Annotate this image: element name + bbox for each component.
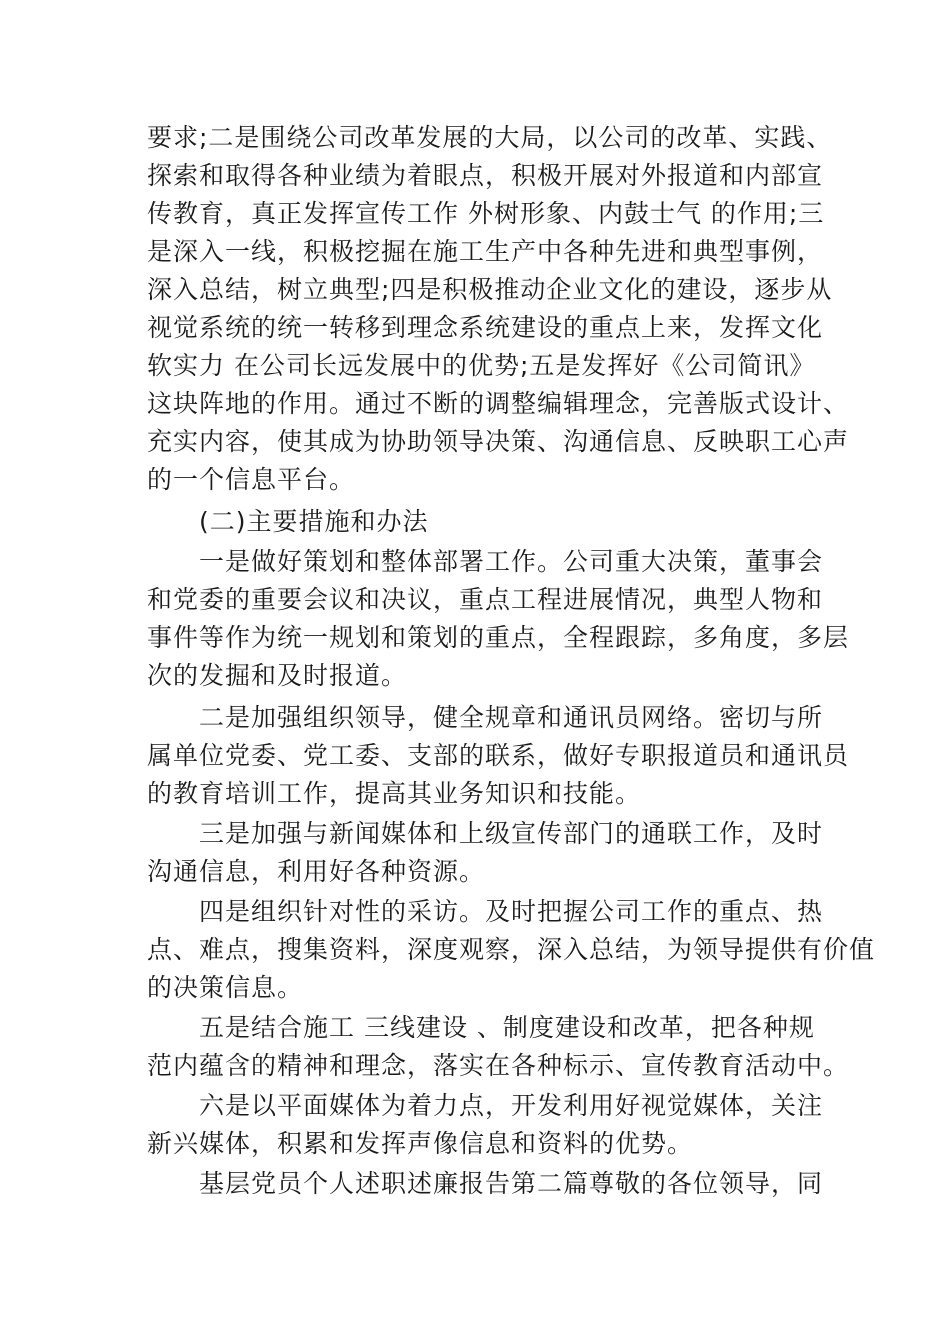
body-text-line: 软实力 在公司长远发展中的优势;五是发挥好《公司简讯》 xyxy=(147,351,816,380)
body-text-line: 探索和取得各种业绩为着眼点，积极开展对外报道和内部宣 xyxy=(147,161,824,190)
body-text-line: 的决策信息。 xyxy=(147,973,304,1002)
body-text-line: 沟通信息，利用好各种资源。 xyxy=(147,857,486,886)
body-text-line: 五是结合施工 三线建设 、制度建设和改革，把各种规 xyxy=(199,1013,815,1042)
body-text-line: 三是加强与新闻媒体和上级宣传部门的通联工作，及时 xyxy=(199,819,824,848)
body-text-line: 是深入一线，积极挖掘在施工生产中各种先进和典型事例， xyxy=(147,237,824,266)
body-text-line: 一是做好策划和整体部署工作。公司重大决策，董事会 xyxy=(199,547,824,576)
body-text-line: 传教育，真正发挥宣传工作 外树形象、内鼓士气 的作用;三 xyxy=(147,199,825,228)
body-text-line: 视觉系统的统一转移到理念系统建设的重点上来，发挥文化 xyxy=(147,313,824,342)
body-text-line: 深入总结，树立典型;四是积极推动企业文化的建设，逐步从 xyxy=(147,275,833,304)
body-text-line: 基层党员个人述职述廉报告第二篇尊敬的各位领导，同 xyxy=(199,1169,824,1198)
body-text-line: 点、难点，搜集资料，深度观察，深入总结，为领导提供有价值 xyxy=(147,935,876,964)
body-text-line: 范内蕴含的精神和理念，落实在各种标示、宣传教育活动中。 xyxy=(147,1051,850,1080)
body-text-line: 的教育培训工作，提高其业务知识和技能。 xyxy=(147,779,642,808)
body-text-line: 属单位党委、党工委、支部的联系，做好专职报道员和通讯员 xyxy=(147,741,850,770)
body-text-line: 充实内容，使其成为协助领导决策、沟通信息、反映职工心声 xyxy=(147,427,850,456)
body-text-line: 次的发掘和及时报道。 xyxy=(147,661,408,690)
section-heading: (二)主要措施和办法 xyxy=(199,507,429,536)
body-text-line: 二是加强组织领导，健全规章和通讯员网络。密切与所 xyxy=(199,703,824,732)
body-text-line: 这块阵地的作用。通过不断的调整编辑理念，完善版式设计、 xyxy=(147,389,850,418)
body-text-line: 的一个信息平台。 xyxy=(147,465,356,494)
body-text-line: 事件等作为统一规划和策划的重点，全程跟踪，多角度，多层 xyxy=(147,623,850,652)
body-text-line: 和党委的重要会议和决议，重点工程进展情况，典型人物和 xyxy=(147,585,824,614)
body-text-line: 新兴媒体，积累和发挥声像信息和资料的优势。 xyxy=(147,1129,694,1158)
body-text-line: 六是以平面媒体为着力点，开发利用好视觉媒体，关注 xyxy=(199,1091,824,1120)
body-text-line: 四是组织针对性的采访。及时把握公司工作的重点、热 xyxy=(199,897,824,926)
body-text-line: 要求;二是围绕公司改革发展的大局，以公司的改革、实践、 xyxy=(147,123,833,152)
